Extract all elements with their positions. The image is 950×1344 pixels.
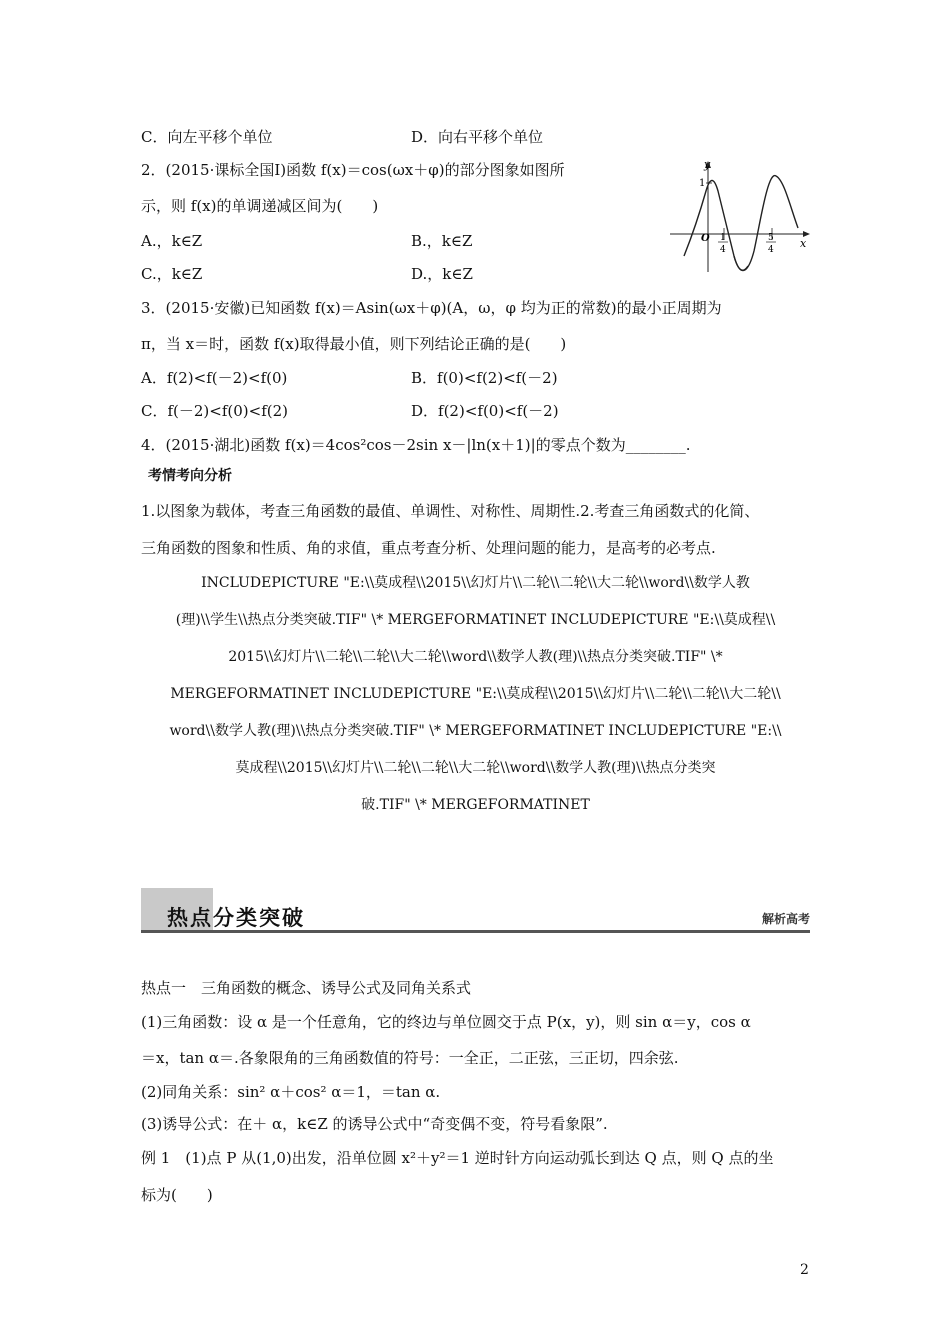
hotspot1-p1-line2: ＝x，tan α＝.各象限角的三角函数值的符号：一全正，二正弦，三正切，四余弦. xyxy=(141,1049,679,1067)
tick1-denominator: 4 xyxy=(720,245,726,255)
q4-stem: 4．(2015·湖北)函数 f(x)＝4cos²cos－2sin x－|ln(x＋1)|的零点个数为________. xyxy=(141,436,691,454)
q3-option-d: D．f(2)<f(0)<f(－2) xyxy=(411,402,559,420)
q2-option-a: A.，k∈Z xyxy=(141,232,203,250)
example1-line1: 例 1 (1)点 P 从(1,0)出发，沿单位圆 x²＋y²＝1 逆时针方向运动弧长到达 Q 点，则 Q 点的坐 xyxy=(141,1149,774,1167)
field-code-line: MERGEFORMATINET INCLUDEPICTURE "E:\\莫成程\\2015\\幻灯片\\二轮\\二轮\\大二轮\\ xyxy=(170,686,781,702)
field-code-line: 莫成程\\2015\\幻灯片\\二轮\\二轮\\大二轮\\word\\数学人教(理)\\热点分类突 xyxy=(235,760,716,776)
field-code-line: INCLUDEPICTURE "E:\\莫成程\\2015\\幻灯片\\二轮\\二轮\\大二轮\\word\\数学人教 xyxy=(201,575,750,591)
hotspot1-title: 热点一 三角函数的概念、诱导公式及同角关系式 xyxy=(141,979,472,997)
q2-stem-line2: 示，则 f(x)的单调递减区间为( ) xyxy=(141,197,379,215)
section-header xyxy=(141,888,810,932)
field-code-line: 破.TIF" \* MERGEFORMATINET xyxy=(361,797,590,813)
analysis-line1: 1.以图象为载体，考查三角函数的最值、单调性、对称性、周期性.2.考查三角函数式的化简、 xyxy=(141,502,760,520)
hotspot1-p2: (2)同角关系：sin² α＋cos² α＝1，＝tan α. xyxy=(141,1083,441,1101)
q2-option-b: B.，k∈Z xyxy=(411,232,473,250)
tick2-denominator: 4 xyxy=(768,245,774,255)
section-title: 热点分类突破 xyxy=(167,906,305,930)
origin-label: O xyxy=(701,233,710,244)
analysis-heading: 考情考向分析 xyxy=(148,468,232,484)
q3-option-c: C．f(－2)<f(0)<f(2) xyxy=(141,402,289,420)
tick1-numerator: 1 xyxy=(720,233,726,243)
q3-option-a: A．f(2)<f(－2)<f(0) xyxy=(141,369,288,387)
cosine-curve-right xyxy=(734,176,798,271)
q1-option-c: C．向左平移个单位 xyxy=(141,128,273,146)
q3-option-b: B．f(0)<f(2)<f(－2) xyxy=(411,369,558,387)
hotspot1-p1-line1: (1)三角函数：设 α 是一个任意角，它的终边与单位圆交于点 P(x，y)，则 sin α＝y，cos α xyxy=(141,1013,751,1031)
field-code-line: 2015\\幻灯片\\二轮\\二轮\\大二轮\\word\\数学人教(理)\\热点分类突破.TIF" \* xyxy=(228,649,723,665)
field-code-line: (理)\\学生\\热点分类突破.TIF" \* MERGEFORMATINET INCLUDEPICTURE "E:\\莫成程\\ xyxy=(175,612,776,628)
analysis-line2: 三角函数的图象和性质、角的求值，重点考查分析、处理问题的能力，是高考的必考点. xyxy=(141,539,716,557)
y-one-label: 1 xyxy=(699,178,706,189)
hotspot1-p3: (3)诱导公式：在＋ α，k∈Z 的诱导公式中“奇变偶不变，符号看象限”. xyxy=(141,1115,608,1133)
q2-option-c: C.，k∈Z xyxy=(141,265,203,283)
section-tag: 解析高考 xyxy=(761,912,810,926)
cosine-curve-left xyxy=(684,181,748,271)
q3-stem-line2: π，当 x＝时，函数 f(x)取得最小值，则下列结论正确的是( ) xyxy=(141,335,567,353)
example1-line2: 标为( ) xyxy=(141,1186,213,1204)
tick2-numerator: 5 xyxy=(768,233,774,243)
y-axis-label: y xyxy=(704,158,711,171)
q2-option-d: D.，k∈Z xyxy=(411,265,473,283)
page-number: 2 xyxy=(800,1262,809,1278)
field-code-line: word\\数学人教(理)\\热点分类突破.TIF" \* MERGEFORMATINET INCLUDEPICTURE "E:\\ xyxy=(169,723,782,739)
q3-stem-line1: 3．(2015·安徽)已知函数 f(x)＝Asin(ωx＋φ)(A，ω，φ 均为正的常数)的最小正周期为 xyxy=(141,299,722,317)
q1-option-d: D．向右平移个单位 xyxy=(411,128,544,146)
q2-stem-line1: 2．(2015·课标全国Ⅰ)函数 f(x)＝cos(ωx＋φ)的部分图象如图所 xyxy=(141,161,565,179)
x-axis-label: x xyxy=(800,237,807,250)
cosine-graph-figure xyxy=(668,156,812,274)
